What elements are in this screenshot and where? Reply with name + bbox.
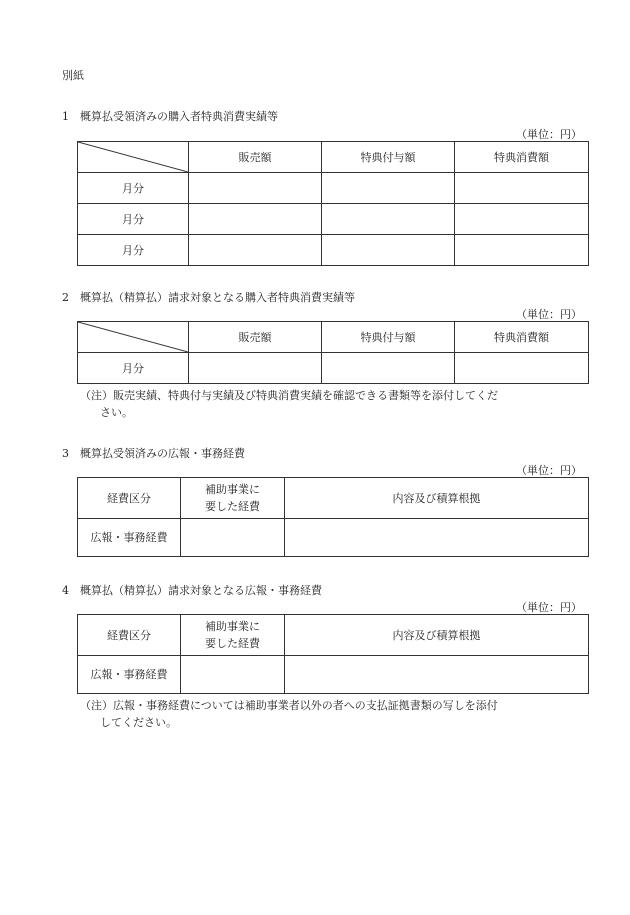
basis-input-cell[interactable] — [285, 519, 589, 557]
section2-table — [77, 321, 589, 384]
sales-input-cell[interactable] — [189, 173, 322, 204]
granted-input-cell[interactable] — [322, 173, 455, 204]
section4-col-required-line2: 要した経費 — [205, 637, 260, 650]
required-expense-input-cell[interactable] — [181, 656, 285, 694]
table-row — [78, 656, 589, 694]
section4-col-category: 経費区分 — [78, 615, 181, 656]
expense-category-cell: 広報・事務経費 — [78, 519, 181, 557]
section1-col-granted: 特典付与額 — [322, 142, 455, 173]
section1-table — [77, 141, 589, 266]
table-row — [78, 519, 589, 557]
section1-col-consumed: 特典消費額 — [455, 142, 589, 173]
month-cell: 月分 — [78, 173, 189, 204]
section4-col-basis: 内容及び積算根拠 — [285, 615, 589, 656]
section4-note-line2: してください。 — [100, 716, 177, 729]
section3-col-required — [181, 478, 285, 519]
section2-note — [80, 387, 540, 421]
section4-table — [77, 614, 589, 694]
section3-col-required-line1: 補助事業に — [205, 483, 260, 496]
section4-col-required — [181, 615, 285, 656]
consumed-input-cell[interactable] — [455, 173, 589, 204]
section3-col-basis: 内容及び積算根拠 — [285, 478, 589, 519]
granted-input-cell[interactable] — [322, 204, 455, 235]
section2-col-granted: 特典付与額 — [322, 322, 455, 353]
basis-input-cell[interactable] — [285, 656, 589, 694]
section2-col-consumed: 特典消費額 — [455, 322, 589, 353]
granted-input-cell[interactable] — [322, 353, 455, 384]
section4-title: 4 概算払（精算払）請求対象となる広報・事務経費 — [62, 584, 322, 597]
section3-table — [77, 477, 589, 557]
sales-input-cell[interactable] — [189, 204, 322, 235]
section3-col-required-line2: 要した経費 — [205, 500, 260, 513]
section2-col-sales: 販売額 — [189, 322, 322, 353]
month-cell: 月分 — [78, 204, 189, 235]
consumed-input-cell[interactable] — [455, 353, 589, 384]
section2-note-line2: さい。 — [100, 406, 133, 419]
section3-unit: （単位：円） — [516, 464, 582, 477]
section2-unit: （単位：円） — [516, 308, 582, 321]
section2-diagonal-cell — [78, 322, 189, 353]
section4-unit: （単位：円） — [516, 601, 582, 614]
section4-note-line1: （注）広報・事務経費については補助事業者以外の者への支払証拠書類の写しを添付 — [80, 699, 498, 712]
sales-input-cell[interactable] — [189, 235, 322, 266]
section1-unit: （単位：円） — [516, 128, 582, 141]
section2-header-row — [78, 322, 589, 353]
table-row — [78, 204, 589, 235]
table-row — [78, 353, 589, 384]
sales-input-cell[interactable] — [189, 353, 322, 384]
section3-header-row — [78, 478, 589, 519]
table-row — [78, 235, 589, 266]
section1-col-sales: 販売額 — [189, 142, 322, 173]
section4-col-required-line1: 補助事業に — [205, 620, 260, 633]
consumed-input-cell[interactable] — [455, 204, 589, 235]
table-row — [78, 173, 589, 204]
section3-col-category: 経費区分 — [78, 478, 181, 519]
section4-note — [80, 697, 540, 731]
section2-note-line1: （注）販売実績、特典付与実績及び特典消費実績を確認できる書類等を添付してくだ — [80, 389, 498, 402]
expense-category-cell: 広報・事務経費 — [78, 656, 181, 694]
attachment-label: 別紙 — [62, 69, 84, 82]
section4-header-row — [78, 615, 589, 656]
section1-diagonal-cell — [78, 142, 189, 173]
granted-input-cell[interactable] — [322, 235, 455, 266]
month-cell: 月分 — [78, 353, 189, 384]
required-expense-input-cell[interactable] — [181, 519, 285, 557]
section1-title: 1 概算払受領済みの購入者特典消費実績等 — [62, 110, 278, 123]
section3-title: 3 概算払受領済みの広報・事務経費 — [62, 447, 245, 460]
month-cell: 月分 — [78, 235, 189, 266]
consumed-input-cell[interactable] — [455, 235, 589, 266]
section1-header-row — [78, 142, 589, 173]
section2-title: 2 概算払（精算払）請求対象となる購入者特典消費実績等 — [62, 291, 355, 304]
